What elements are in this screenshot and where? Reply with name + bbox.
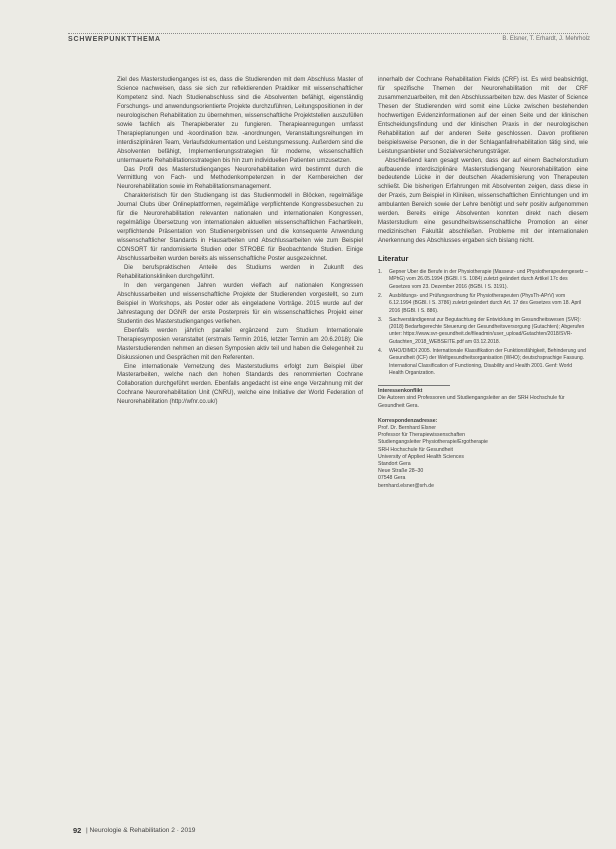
contact-line: Professor für Therapiewissenschaften	[378, 432, 465, 439]
page-number: 92	[73, 826, 82, 835]
contact-block	[378, 418, 588, 490]
literature-number: 4.	[378, 348, 383, 355]
contact-line: University of Applied Health Sciences	[378, 453, 464, 460]
contact-heading: Korrespondenzadresse:	[378, 417, 438, 424]
literature-item	[378, 317, 588, 346]
author-header: B. Elsner, T. Erhardt, J. Mehrholz	[502, 36, 590, 42]
contact-email: bernhard.elsner@srh.de	[378, 482, 435, 489]
info-divider	[378, 385, 450, 386]
left-column	[117, 76, 363, 407]
left-paragraph: Charakteristisch für den Studiengang ist das Studienmodell in Blöcken, regelmäßige Journal Clubs über Onlineplattformen, regelmäßige verpflichtende Kongressbesuchen zu für die Neurorehabilitation relevanten nationalen und internationalen Kongressen, regelmäßige Übersetzung von internationalen aktuellen wissenschaftlichen Fachartikeln, verpflichtende Präsentation von Studienergebnissen und die konsequente Anwendung wissenschaftlicher Standards in Hausarbeiten und Abschlussarbeiten wie zum Beispiel CONSORT für randomisierte Studien oder STROBE für Beobachtende Studien. Einige Abschlussarbeiten wurden bereits als wissenschaftliche Poster ausgezeichnet.	[117, 193, 363, 263]
author-info-text: Die Autoren sind Professoren und Studiengangsleiter an der SRH Hochschule für Gesundheit Gera.	[378, 395, 565, 409]
journal-name: | Neurologie & Rehabilitation 2 · 2019	[86, 827, 196, 834]
contact-line: Prof. Dr. Bernhard Elsner	[378, 425, 436, 432]
left-paragraph: In den vergangenen Jahren wurden vielfach auf nationalen Kongressen Abschlussarbeiten und wissenschaftliche Projekte der Studierenden vorgestellt, so zum Beispiel in Workshops, als Poster oder als eingeladene Vorträge. 2015 wurde auf der Jahrestagung der DGNR der erste Posterpreis für ein wissenschaftliches Projekt einer Studentin des Masterstudienganges verliehen.	[117, 282, 363, 325]
section-label: SCHWERPUNKTTHEMA	[68, 36, 161, 43]
contact-line: Standort Gera	[378, 461, 411, 468]
literature-item	[378, 269, 588, 291]
literature-item	[378, 293, 588, 315]
left-paragraph: Die berufspraktischen Anteile des Studiums werden in Zukunft des Rehabilitationskliniken durchgeführt.	[117, 265, 363, 280]
left-paragraph: Eine internationale Vernetzung des Masterstudiums erfolgt zum Beispiel über Masterarbeiten, welche nach den hohen Standards des renommierten Cochrane Collaboration durchgeführt werden. Ebenfalls angedacht ist eine enge Verzahnung mit der Cochrane Neurorehabilitation Unit (CNRU), welche eine Initiative der World Federation of Neurorehabilitation (http://wfnr.co.uk/)	[117, 363, 363, 406]
literature-text: Ausbildungs- und Prüfungsordnung für Physiotherapeuten (PhysTh-APrV) vom 6.12.1994 (BGBl. I S. 3786) zuletzt geändert durch Art. 17 des Gesetzes vom 18. April 2016 (BGBl. I S. 886).	[389, 292, 582, 314]
literature-number: 3.	[378, 316, 383, 323]
left-paragraph: Ziel des Masterstudienganges ist es, dass die Studierenden mit dem Abschluss Master of Science nachweisen, dass sie sich zur reflektierenden Praktiker mit wissenschaftlicher Kompetenz sind. Nach Studienabschluss sind die Absolventen befähigt, eigenständig Forschungs- und anwendungsorientierte Projekte durchzuführen, Leitungspositionen in der neurologischen Rehabilitation zu übernehmen, wissenschaftliche Projektstellen auszufüllen sowie fachlich als Therapieberater zu fungieren. Therapieanregungen umfasst Therapieplanungen und -koordination bzw. -anordnungen, Veranstaltungsreihungen im interdisziplinären Team, Verlaufsdokumentation und Leistungsmessung. Außerdem sind die Absolventen befähigt, Implementierungsstrategien für moderne, wissenschaftlich untermauerte Rehabilitationsstrategien bis hin zum individuellen Patienten umzusetzen.	[117, 77, 363, 164]
right-column	[378, 76, 588, 490]
literature-text: WHO/DIMDI 2005. Internationale Klassifikation der Funktionsfähigkeit, Behinderung und Gesundheit (ICF) der Weltgesundheitsorganisation (WHO); deutschsprachige Fassung. International Classification of Functioning, Disability and Health 2001. Genf: World Health Organization.	[389, 348, 586, 376]
contact-line: Studiengangsleiter Physiotherapie/Ergotherapie	[378, 439, 488, 446]
right-paragraph: Abschließend kann gesagt werden, dass der auf einem Bachelorstudium aufbauende interdisziplinäre Masterstudiengang Neurorehabilitation eine bedeutende Lücke in der deutschen Akademisierung von Therapeuten schließt. Die bisherigen Erfahrungen mit Absolventen zeigen, dass diese in der Praxis, zum Beispiel in Kliniken, wissenschaftlichen Einrichtungen und im ambulanten Bereich sowie der Lehre benötigt und sehr positiv aufgenommen werden. Bereits einige Absolventen konnten direkt nach diesem Masterstudium eine gesundheitswissenschaftliche Promotion an einer medizinischen Fakultät abschließen. Probleme mit der internationalen Anerkennung des Abschlusses ergaben sich bislang nicht.	[378, 157, 588, 245]
literature-list	[378, 269, 588, 377]
right-paragraph: innerhalb der Cochrane Rehabilitation Fields (CRF) ist. Es wird beabsichtigt, für spezifische Themen der Neurorehabilitation mit der CRF zusammenzuarbeiten, mit den Abschlussarbeiten bzw. des Master of Science Thesen der Studierenden wird somit eine Lücke zwischen bestehenden hochwertigen Evidenzinformationen auf der einen Seite und der klinischen Entscheidungsfindung und der klinischen Praxis in der neurologischen Rehabilitation auf der anderen Seite geschlossen. Davon profitieren beispielsweise Personen, die in der Schlaganfallrehabilitation tätig sind, wie Leistungsanbieter und Sozialversicherungsträger.	[378, 77, 588, 155]
literature-number: 1.	[378, 269, 383, 276]
contact-line: Neue Straße 28–30	[378, 468, 424, 475]
contact-line: 07548 Gera	[378, 475, 406, 482]
literature-number: 2.	[378, 292, 383, 299]
contact-line: SRH Hochschule für Gesundheit	[378, 446, 453, 453]
literature-heading: Literatur	[378, 254, 409, 264]
author-info-heading: Interessenkonflikt	[378, 388, 423, 395]
left-paragraph: Das Profil des Masterstudienganges Neurorehabilitation wird bestimmt durch die Vermittlung von Fach- und Methodenkompetenzen in der Kernbereichen der Neurorehabilitation sowie im Rehabilitationsmanagement.	[117, 166, 363, 191]
literature-text: Gepner Uber die Berufe in der Physiotherapie (Masseur- und Physiotherapeutengesetz – MPhG) vom 26.05.1994 (BGBl. I S. 1084) zuletzt geändert durch Artikel 17c des Gesetzes vom 23. Dezember 2016 (BGBl. I S. 3191).	[389, 269, 588, 290]
left-paragraph: Ebenfalls werden jährlich parallel ergänzend zum Studium Internationale Therapiesymposien veranstaltet (erstmals Termin 2016, letzter Termin am 20.6.2018): Die Masterstudierenden nehmen an diesen Symposien aktiv teil und haben die Gelegenheit zu Diskussionen und Gesprächen mit den Referenten.	[117, 327, 363, 361]
header-rule	[68, 33, 588, 34]
literature-item	[378, 348, 588, 377]
author-info-block	[378, 385, 588, 410]
literature-text: Sachverständigenrat zur Begutachtung der Entwicklung im Gesundheitswesen (SVR): (2018) Bedarfsgerechte Steuerung der Gesundheitsversorgung (Gutachten); Abgerufen unter: https://www.svr-gesundheit.de/fileadmin/user_upload/Gutachten/2018/SVR-Gutachten_2018_WEBSEITE.pdf am 03.12.2018.	[389, 316, 585, 345]
